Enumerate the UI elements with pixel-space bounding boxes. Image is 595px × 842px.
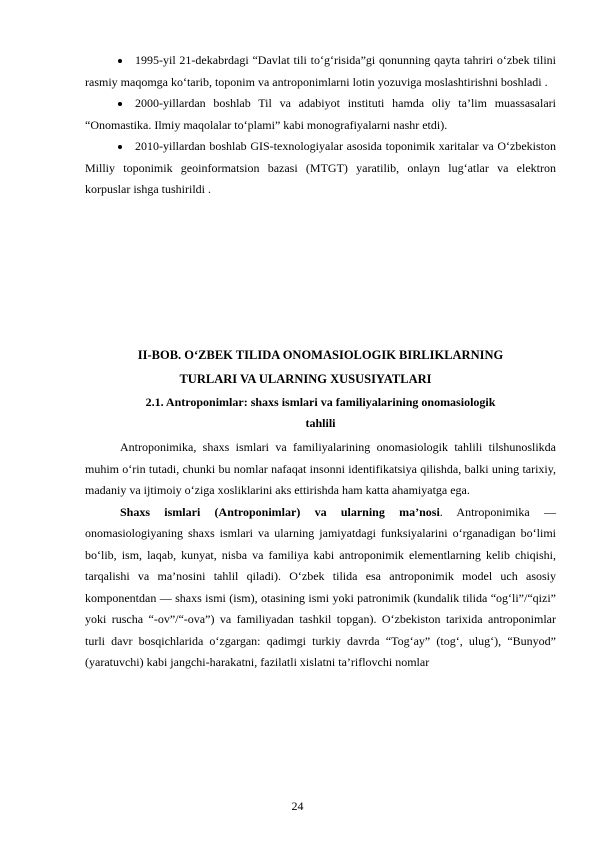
chapter-heading-line1: II-BOB. O‘ZBEK TILIDA ONOMASIOLOGIK BIRLIKLARNING: [137, 348, 504, 362]
list-item-text: 2010-yillardan boshlab GIS-texnologiyalar asosida toponimik xaritalar va O‘zbekiston Milliy toponimik geoinformatsion bazasi (MTGT) yaratilib, onlayn lug‘atlar va elektron korpuslar ishga tushirildi .: [85, 139, 556, 196]
body-text: [85, 437, 556, 674]
section-heading: [85, 392, 556, 434]
list-item-text: 2000-yillardan boshlab Til va adabiyot instituti hamda oliy ta’lim muassasalari “Onomastika. Ilmiy maqolalar to‘plami” kabi monografiyalarni nashr etdi).: [85, 96, 556, 132]
chapter-heading-line2: TURLARI VA ULARNING XUSUSIYATLARI: [179, 372, 432, 386]
paragraph-text: . Antroponimika — onomasiologiyaning shaxs ismlari va ularning jamiyatdagi funksiyalarini o‘rganadigan bo‘limi bo‘lib, ism, laqab, kunyat, nisba va familiya kabi antroponimik elementlarning kelib chiqishi, tarqalishi va ma’nosini tahlil qiladi). O‘zbek tilida esa antroponimik model uch asosiy komponentdan — shaxs ismi (ism), otasining ismi yoki patronimik (kundalik tilida “og‘li”/“qizi” yoki ruscha “-ov”/“-ova”) va familiyadan tashkil topgan). O‘zbekiston tarixida antroponimlar turli davr bosqichlarida o‘zgargan: qadimgi turkiy davrda “Tog‘ay” (tog‘, ulug‘), “Bunyod” (yaratuvchi) kabi jangchi-harakatni, fazilatli xislatni ta’riflovchi nomlar: [85, 504, 556, 669]
list-item: [85, 50, 556, 93]
paragraph: Antroponimika, shaxs ismlari va familiyalarining onomasiologik tahlili tilshunoslikda muhim o‘rin tutadi, chunki bu nomlar nafaqat insonni identifikatsiya qilishda, balki uning tarixiy, madaniy va ijtimoiy o‘ziga xosliklarini aks ettirishda ham katta ahamiyatga ega.: [85, 440, 556, 497]
bullet-icon: [118, 59, 122, 63]
bullet-icon: [118, 145, 122, 149]
bullet-icon: [118, 102, 122, 106]
chapter-heading: [85, 343, 556, 391]
section-heading-line1: 2.1. Antroponimlar: shaxs ismlari va familiyalarining onomasiologik: [145, 395, 496, 409]
list-item-text: 1995-yil 21-dekabrdagi “Davlat tili to‘g‘risida”gi qonunning qayta tahriri o‘zbek tilini rasmiy maqomga ko‘tarib, toponim va antroponimlarni lotin yozuviga moslashtirishni boshladi .: [85, 53, 556, 89]
list-item: [85, 136, 556, 201]
paragraph-lead: Shaxs ismlari (Antroponimlar) va ularning ma’nosi: [120, 504, 440, 519]
list-item: [85, 93, 556, 136]
paragraph: [85, 502, 556, 674]
page-number: 24: [291, 799, 304, 813]
section-heading-line2: tahlili: [305, 416, 336, 430]
bullet-list: [85, 50, 556, 201]
